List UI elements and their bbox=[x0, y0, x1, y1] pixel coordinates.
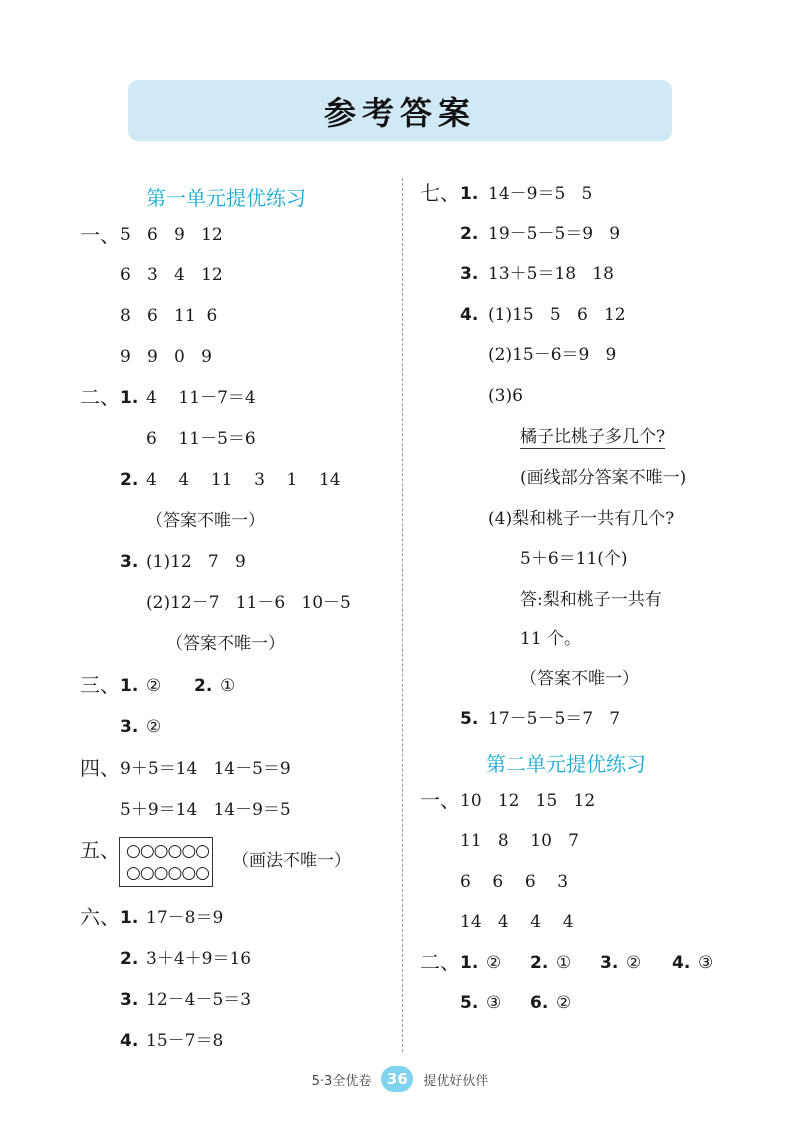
answer-circled: ① bbox=[556, 953, 572, 973]
question-number: 3. bbox=[120, 990, 139, 1010]
answer-row: 11 个。 bbox=[520, 629, 582, 649]
answer-row: 4 4 11 3 1 14 bbox=[146, 470, 341, 490]
question-mark-liu: 六、 bbox=[80, 905, 120, 929]
page-number-badge: 36 bbox=[381, 1066, 413, 1092]
answer-row: 15－7＝8 bbox=[146, 1031, 224, 1051]
question-mark-si: 四、 bbox=[80, 756, 120, 780]
circles-row-top: ○○○○○○ bbox=[126, 841, 210, 861]
question-number: 2. bbox=[120, 949, 139, 969]
answer-circled: ② bbox=[626, 953, 642, 973]
footer-slogan: 提优好伙伴 bbox=[423, 1073, 489, 1089]
answer-row: (1)15 5 6 12 bbox=[488, 305, 626, 325]
question-mark-er: 二、 bbox=[80, 385, 120, 409]
question-mark-yi: 一、 bbox=[420, 788, 460, 812]
question-number: 3. bbox=[600, 953, 619, 973]
question-number: 4. bbox=[672, 953, 691, 973]
answer-row bbox=[520, 426, 665, 448]
column-divider bbox=[402, 178, 403, 1052]
answer-row: 5＋6＝11(个) bbox=[520, 549, 628, 569]
question-mark-er: 二、 bbox=[420, 950, 460, 974]
question-number: 4. bbox=[460, 305, 479, 325]
section-title-unit2: 第二单元提优练习 bbox=[486, 752, 646, 776]
answer-row: 5 6 9 12 bbox=[120, 225, 223, 245]
answer-circled: ② bbox=[146, 717, 162, 737]
title-banner bbox=[128, 80, 672, 141]
answer-row: (3)6 bbox=[488, 386, 523, 406]
answer-row: (2)12－7 11－6 10－5 bbox=[146, 593, 351, 613]
answer-circled: ③ bbox=[698, 953, 714, 973]
question-mark-san: 三、 bbox=[80, 673, 120, 697]
section-title-unit1: 第一单元提优练习 bbox=[146, 186, 306, 210]
note-text: （答案不唯一） bbox=[520, 669, 639, 689]
question-number: 1. bbox=[460, 184, 479, 204]
circles-row-bottom: ○○○○○○ bbox=[126, 863, 210, 883]
question-number: 1. bbox=[120, 908, 139, 928]
answer-row: (1)12 7 9 bbox=[146, 552, 246, 572]
note-text: （答案不唯一） bbox=[166, 634, 285, 654]
answer-row: 12－4－5＝3 bbox=[146, 990, 252, 1010]
answer-row: 答:梨和桃子一共有 bbox=[520, 590, 662, 610]
answer-row: 14 4 4 4 bbox=[460, 912, 574, 932]
answer-row: (4)梨和桃子一共有几个? bbox=[488, 509, 675, 529]
answer-row: 6 3 4 12 bbox=[120, 265, 223, 285]
answer-circled: ① bbox=[220, 676, 236, 696]
question-number: 1. bbox=[120, 676, 139, 696]
answer-circled: ② bbox=[556, 993, 572, 1013]
answer-row: 13＋5＝18 18 bbox=[488, 264, 614, 284]
answer-row: 10 12 15 12 bbox=[460, 791, 596, 811]
circle-drawing-box bbox=[119, 837, 213, 887]
note-text: (画线部分答案不唯一) bbox=[520, 468, 687, 488]
question-mark-qi: 七、 bbox=[420, 181, 460, 205]
answer-circled: ③ bbox=[486, 993, 502, 1013]
question-number: 3. bbox=[120, 717, 139, 737]
note-text: （画法不唯一） bbox=[232, 851, 351, 871]
answer-row: 6 6 6 3 bbox=[460, 872, 569, 892]
answer-circled: ② bbox=[146, 676, 162, 696]
question-number: 3. bbox=[460, 264, 479, 284]
answer-row: 17－5－5＝7 7 bbox=[488, 709, 621, 729]
answer-row: 4 11－7＝4 bbox=[146, 388, 256, 408]
answer-row: 17－8＝9 bbox=[146, 908, 224, 928]
answer-row: 6 11－5＝6 bbox=[146, 429, 256, 449]
question-number: 1. bbox=[460, 953, 479, 973]
answer-row: 9＋5＝14 14－5＝9 bbox=[120, 759, 291, 779]
answer-row: 3＋4＋9＝16 bbox=[146, 949, 252, 969]
question-mark-yi: 一、 bbox=[80, 223, 120, 247]
answer-row: 8 6 11 6 bbox=[120, 306, 218, 326]
footer-brand: 5·3全优卷 bbox=[311, 1073, 372, 1089]
note-text: （答案不唯一） bbox=[146, 511, 265, 531]
page-title: 参考答案 bbox=[323, 93, 476, 132]
answer-row: 19－5－5＝9 9 bbox=[488, 224, 621, 244]
question-mark-wu: 五、 bbox=[80, 838, 120, 862]
underlined-question: 橘子比桃子多几个? bbox=[520, 427, 666, 447]
answer-row: 5＋9＝14 14－9＝5 bbox=[120, 800, 291, 820]
question-number: 1. bbox=[120, 388, 139, 408]
question-number: 2. bbox=[530, 953, 549, 973]
question-number: 6. bbox=[530, 993, 549, 1013]
question-number: 5. bbox=[460, 993, 479, 1013]
page-footer bbox=[0, 1066, 800, 1092]
answer-row: 14－9＝5 5 bbox=[488, 184, 593, 204]
question-number: 2. bbox=[120, 470, 139, 490]
question-number: 2. bbox=[460, 224, 479, 244]
answer-row: (2)15－6＝9 9 bbox=[488, 345, 617, 365]
question-number: 2. bbox=[194, 676, 213, 696]
question-number: 5. bbox=[460, 709, 479, 729]
answer-circled: ② bbox=[486, 953, 502, 973]
answer-row: 9 9 0 9 bbox=[120, 347, 212, 367]
answer-row: 11 8 10 7 bbox=[460, 831, 579, 851]
question-number: 3. bbox=[120, 552, 139, 572]
question-number: 4. bbox=[120, 1031, 139, 1051]
